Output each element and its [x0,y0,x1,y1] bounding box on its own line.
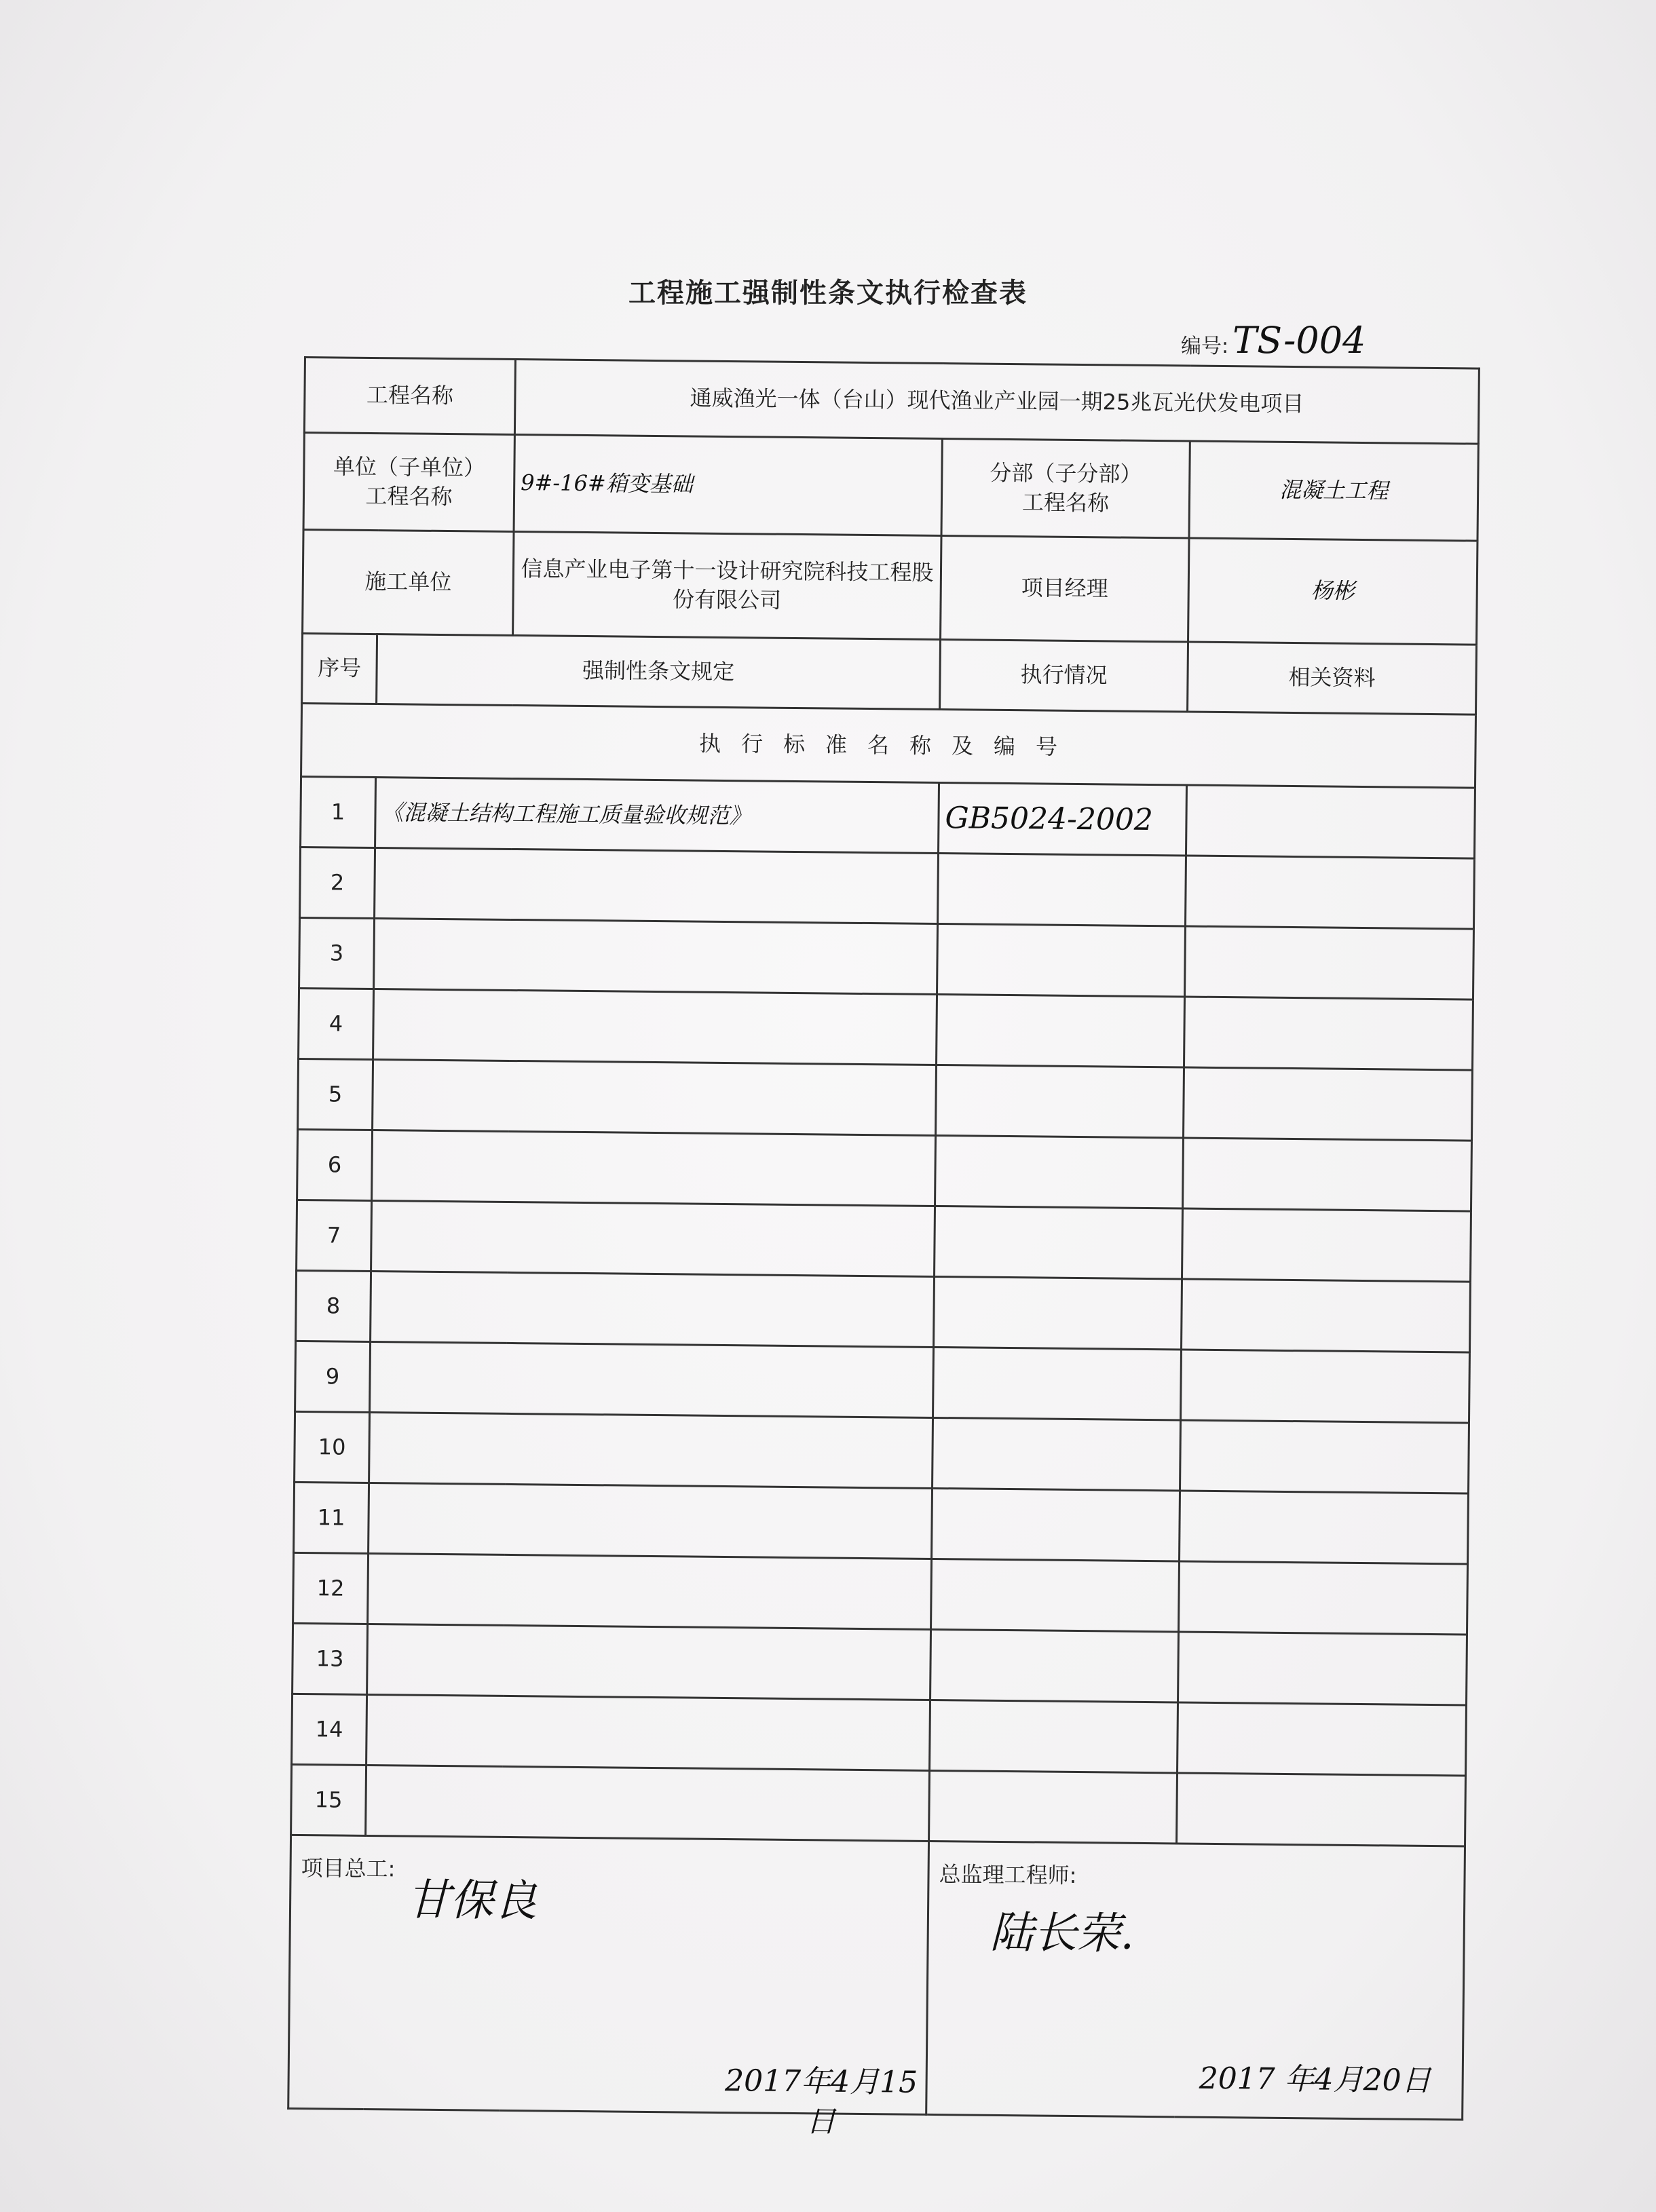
manager-value: 杨彬 [1188,538,1478,645]
standard-header-row [301,703,1476,788]
row-status [931,1559,1180,1631]
row-status [930,1629,1179,1702]
row-docs [1183,1138,1472,1211]
row-status [938,854,1186,926]
table-row [299,988,1473,1070]
sub-division-label [941,439,1190,538]
project-name-label: 工程名称 [304,358,515,435]
row-docs [1185,926,1474,999]
row-number: 15 [291,1764,366,1835]
row-docs [1184,1067,1473,1141]
row-docs [1177,1773,1466,1846]
row-status [935,1135,1184,1208]
row-number: 6 [297,1129,373,1200]
row-docs [1181,1350,1470,1423]
row-rule [373,1060,937,1136]
row-number: 1 [301,776,376,847]
row-status [930,1700,1178,1772]
standard-header: 执行标准名称及编号 [301,703,1476,788]
row-status [935,1206,1183,1278]
row-number: 7 [297,1200,372,1271]
column-no: 序号 [302,633,377,704]
table-row [299,917,1474,999]
signature-row [288,1835,1465,2120]
unit-label-line2: 工程名称 [365,482,453,510]
chief-engineer-cell [288,1835,929,2140]
table-row [295,1411,1469,1493]
row-number: 8 [296,1270,371,1341]
row-rule [373,989,937,1065]
unit-value: 9#-16#箱变基础 [514,434,942,535]
row-number: 13 [293,1623,368,1694]
table-row [291,1764,1466,1846]
row-status [937,994,1185,1067]
row-status [937,923,1186,996]
row-rule [369,1483,933,1559]
row-docs [1179,1561,1468,1635]
table-row [293,1623,1467,1705]
column-header-row [302,633,1477,714]
supervisor-cell [926,1841,1465,2120]
project-name-value: 通威渔光一体（台山）现代渔业产业园一期25兆瓦光伏发电项目 [514,359,1479,444]
serial-number [1181,319,1366,362]
row-docs [1180,1491,1469,1564]
table-row [301,776,1475,858]
row-rule [366,1694,930,1770]
row-status [929,1770,1178,1843]
chief-engineer-signature: 甘保良 [406,1875,538,1927]
row-number: 12 [293,1552,369,1624]
constructor-label: 施工单位 [303,530,514,636]
table-row [298,1059,1473,1141]
constructor-value: 信息产业电子第十一设计研究院科技工程股份有限公司 [513,531,941,639]
table-row [297,1129,1472,1211]
row-number: 11 [294,1482,369,1553]
chief-engineer-label: 项目总工: [301,1855,396,1882]
row-docs [1180,1420,1469,1493]
sub-division-label-line1: 分部（子分部） [990,459,1142,487]
table-row [296,1270,1471,1352]
table-row [295,1341,1470,1423]
unit-label [303,433,514,532]
column-status: 执行情况 [940,640,1188,712]
table-row [297,1200,1471,1282]
row-docs [1182,1279,1471,1352]
row-status: GB5024-2002 [939,783,1187,856]
supervisor-label: 总监理工程师: [939,1861,1077,1889]
row-rule [371,1272,935,1348]
unit-label-line1: 单位（子单位） [333,453,486,481]
row-status [934,1276,1182,1349]
column-docs: 相关资料 [1188,642,1477,714]
row-docs [1182,1208,1471,1282]
column-rule: 强制性条文规定 [377,634,941,710]
row-rule [371,1201,935,1277]
row-docs [1184,997,1473,1070]
row-rule [368,1553,932,1629]
supervisor-signature: 陆长荣. [990,1907,1135,1960]
row-number: 3 [299,917,375,989]
serial-value: TS-004 [1232,319,1366,362]
row-status [933,1347,1182,1419]
row-rule [374,919,938,995]
sub-division-label-line2: 工程名称 [1021,489,1110,516]
sub-division-value: 混凝土工程 [1189,441,1478,541]
row-docs [1186,785,1475,858]
row-rule [375,848,939,924]
row-number: 5 [298,1059,373,1130]
unit-row [303,433,1478,541]
row-number: 2 [300,847,375,918]
row-status [936,1065,1184,1137]
row-docs [1186,856,1475,929]
serial-label: 编号: [1181,335,1229,358]
table-row [294,1482,1469,1564]
row-status [932,1488,1180,1561]
inspection-table [287,356,1480,2140]
table-row [293,1552,1468,1635]
table-row [292,1694,1467,1776]
row-rule [366,1765,930,1841]
project-name-row [304,358,1479,444]
document-title: 工程施工强制性条文执行检查表 [628,278,1028,309]
constructor-row [303,530,1478,645]
row-number: 10 [295,1411,370,1483]
row-docs [1178,1632,1467,1705]
row-rule [370,1342,934,1418]
manager-label: 项目经理 [941,536,1189,642]
row-number: 9 [295,1341,371,1412]
row-docs [1178,1702,1467,1776]
row-rule [367,1624,931,1700]
row-rule [372,1130,936,1206]
row-rule: 《混凝土结构工程施工质量验收规范》 [375,778,939,854]
table-row [300,847,1475,929]
row-number: 4 [299,988,374,1059]
chief-engineer-date: 2017年4月15日 [724,2063,918,2140]
row-rule [369,1412,933,1488]
row-number: 14 [292,1694,367,1765]
row-status [933,1417,1181,1490]
supervisor-date: 2017 年4月20日 [1199,2061,1431,2099]
